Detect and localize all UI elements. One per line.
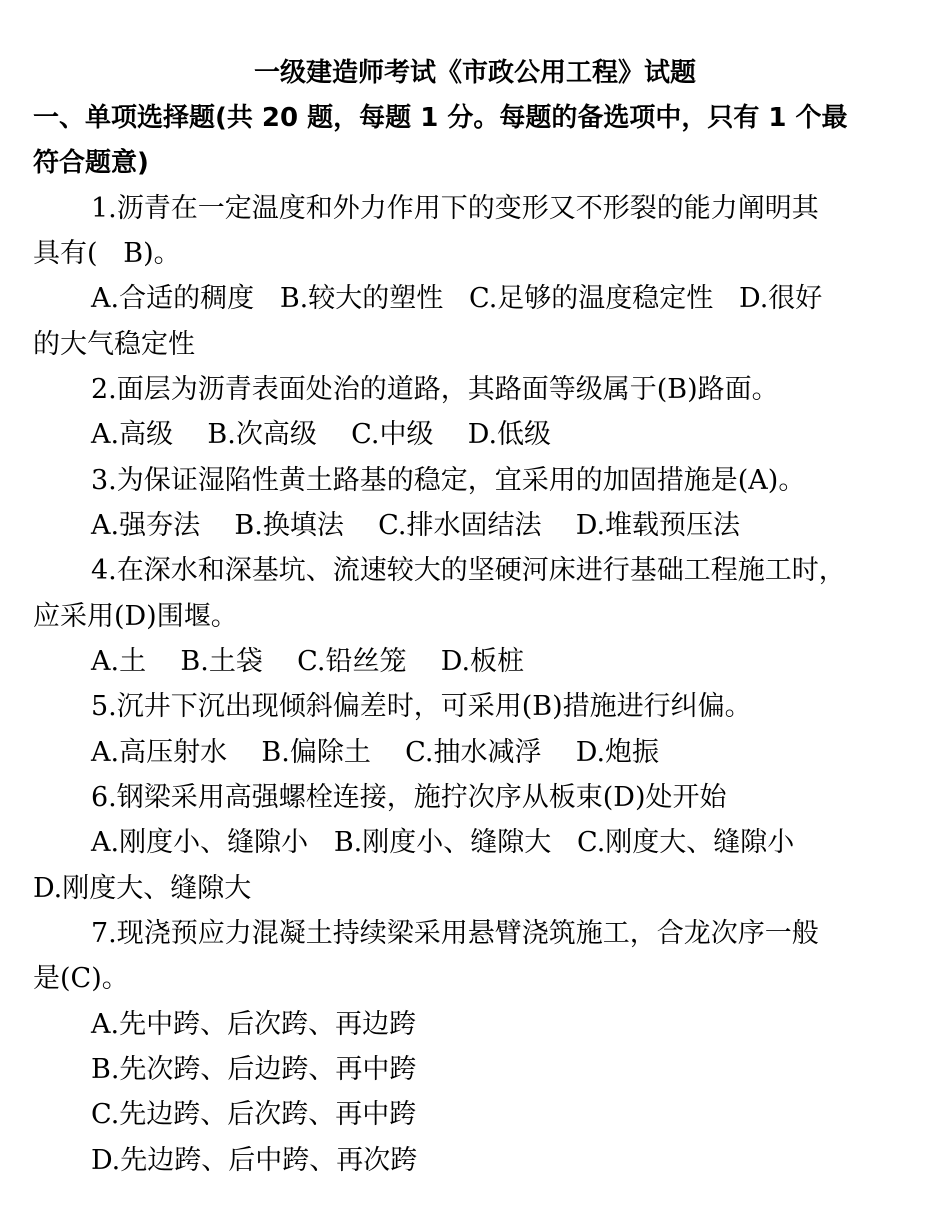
question-6-stem: 6.钢梁采用高强螺栓连接，施拧次序从板束(D)处开始	[91, 782, 727, 813]
question-7-option-b: B.先次跨、后边跨、再中跨	[91, 1054, 417, 1085]
question-5-stem: 5.沉井下沉出现倾斜偏差时，可采用(B)措施进行纠偏。	[91, 691, 752, 722]
question-1-stem-line-1: 1.沥青在一定温度和外力作用下的变形又不形裂的能力阐明其	[91, 193, 819, 224]
question-6-options-line-1: A.刚度小、缝隙小 B.刚度小、缝隙大 C.刚度大、缝隙小	[91, 827, 795, 858]
question-1-stem-line-2: 具有( B)。	[33, 238, 181, 269]
question-7-stem-line-2: 是(C)。	[33, 963, 129, 994]
question-4-stem-line-2: 应采用(D)围堰。	[33, 601, 238, 632]
question-6-options-line-2: D.刚度大、缝隙大	[33, 873, 252, 904]
question-3-options: A.强夯法 B.换填法 C.排水固结法 D.堆载预压法	[91, 510, 741, 541]
section-heading-line-2: 符合题意)	[33, 148, 149, 178]
question-1-options-line-1: A.合适的稠度 B.较大的塑性 C.足够的温度稳定性 D.很好	[91, 283, 823, 314]
question-4-options: A.土 B.土袋 C.铅丝笼 D.板桩	[91, 646, 525, 677]
question-3-stem: 3.为保证湿陷性黄土路基的稳定，宜采用的加固措施是(A)。	[91, 465, 806, 496]
document-title: 一级建造师考试《市政公用工程》试题	[253, 58, 696, 88]
question-1-options-line-2: 的大气稳定性	[33, 329, 195, 360]
section-heading-line-1: 一、单项选择题(共 20 题，每题 1 分。每题的备选项中，只有 1 个最	[33, 103, 848, 133]
question-7-option-a: A.先中跨、后次跨、再边跨	[91, 1009, 417, 1040]
question-5-options: A.高压射水 B.偏除土 C.抽水减浮 D.炮振	[91, 737, 660, 768]
question-7-option-c: C.先边跨、后次跨、再中跨	[91, 1099, 417, 1130]
question-4-stem-line-1: 4.在深水和深基坑、流速较大的坚硬河床进行基础工程施工时，	[91, 555, 846, 586]
question-7-stem-line-1: 7.现浇预应力混凝土持续梁采用悬臂浇筑施工，合龙次序一般	[91, 918, 819, 949]
question-2-options: A.高级 B.次高级 C.中级 D.低级	[91, 419, 552, 450]
question-7-option-d: D.先边跨、后中跨、再次跨	[91, 1145, 418, 1176]
question-2-stem: 2.面层为沥青表面处治的道路，其路面等级属于(B)路面。	[91, 374, 779, 405]
